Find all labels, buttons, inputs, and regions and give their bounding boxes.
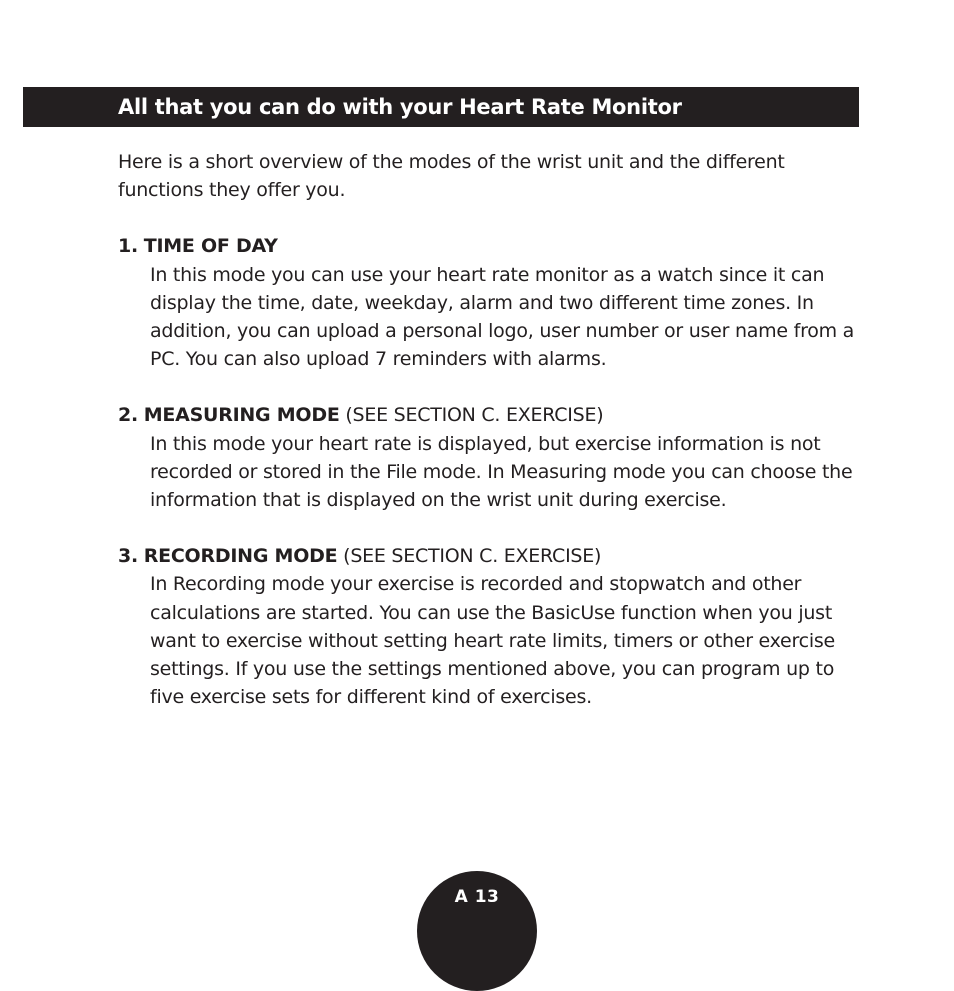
section-body: In Recording mode your exercise is recorded and stopwatch and other calculations are started. You can use the BasicUse function when you just want to exercise without setting heart rate limits, timers or other exercise settings. If you use the settings mentioned above, you can program up to five exercise sets for different kind of exercises. — [150, 573, 835, 709]
page-title: All that you can do with your Heart Rate Monitor — [118, 95, 682, 119]
section-heading — [118, 232, 863, 260]
section-number: 3. — [118, 545, 138, 568]
intro-paragraph: Here is a short overview of the modes of the wrist unit and the different functions they offer you. — [118, 151, 785, 202]
section-number: 1. — [118, 235, 138, 258]
section-number: 2. — [118, 404, 138, 427]
mode-section-recording-mode — [118, 542, 863, 711]
section-title: MEASURING MODE — [143, 404, 340, 427]
section-title: TIME OF DAY — [143, 235, 278, 258]
section-body: In this mode your heart rate is displayed, but exercise information is not recorded or stored in the File mode. In Measuring mode you can choose the information that is displayed on the wrist unit during exercise. — [150, 432, 853, 512]
section-reference: (SEE SECTION C. EXERCISE) — [345, 404, 604, 427]
page-number-badge — [417, 871, 537, 991]
mode-section-measuring-mode — [118, 401, 863, 514]
section-body: In this mode you can use your heart rate monitor as a watch since it can display the time, date, weekday, alarm and two different time zones. In addition, you can upload a personal logo, user number or user name from a PC. You can also upload 7 reminders with alarms. — [150, 263, 855, 371]
document-body — [118, 148, 863, 739]
mode-section-time-of-day — [118, 232, 863, 373]
page-number: A 13 — [454, 887, 500, 907]
section-reference: (SEE SECTION C. EXERCISE) — [343, 545, 602, 568]
section-heading — [118, 542, 863, 570]
section-title: RECORDING MODE — [143, 545, 338, 568]
section-header-bar — [23, 87, 859, 127]
section-heading — [118, 401, 863, 429]
